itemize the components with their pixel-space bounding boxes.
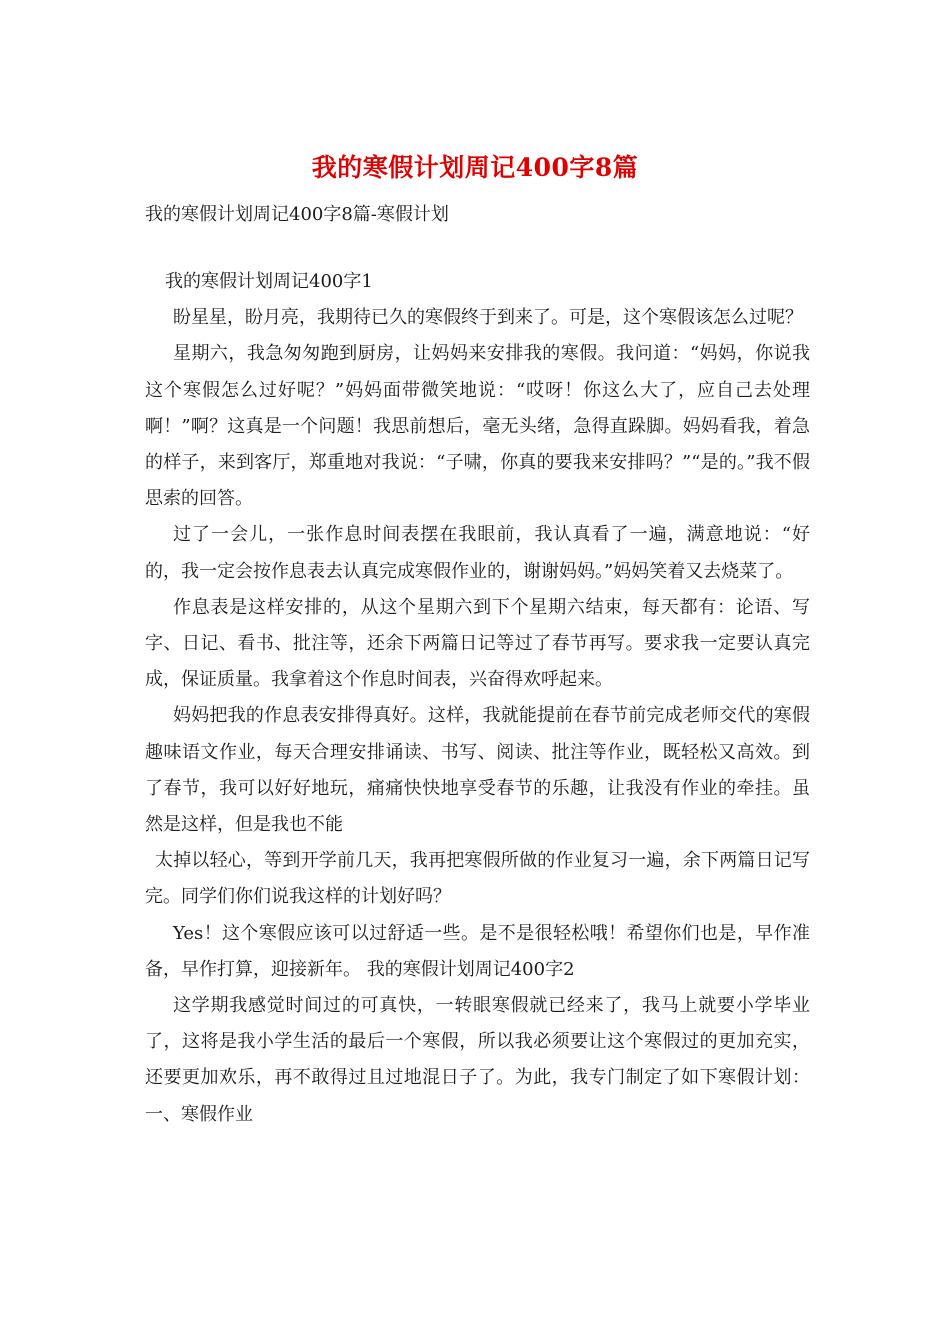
document-body — [145, 264, 810, 1133]
paragraph: 这学期我感觉时间过的可真快，一转眼寒假就已经来了，我马上就要小学毕业了，这将是我小学生活的最后一个寒假，所以我必须要让这个寒假过的更加充实，还要更加欢乐，再不敢得过且过地混日子了。为此，我专门制定了如下寒假计划： 一、寒假作业 — [145, 995, 810, 1125]
paragraph: 星期六，我急匆匆跑到厨房，让妈妈来安排我的寒假。我问道：“妈妈，你说我这个寒假怎么过好呢？”妈妈面带微笑地说：“哎呀！你这么大了，应自己去处理啊！”啊？这真是一个问题！我思前想后，毫无头绪，急得直跺脚。妈妈看我，着急的样子，来到客厅，郑重地对我说：“子啸，你真的要我来安排吗？”“是的。”我不假思索的回答。 — [145, 343, 810, 510]
paragraph: Yes！这个寒假应该可以过舒适一些。是不是很轻松哦！希望你们也是，早作准备，早作打算，迎接新年。 我的寒假计划周记400字2 — [145, 922, 810, 980]
paragraph: 过了一会儿，一张作息时间表摆在我眼前，我认真看了一遍，满意地说：“好的，我一定会按作息表去认真完成寒假作业的，谢谢妈妈。”妈妈笑着又去烧菜了。 — [145, 524, 810, 582]
document-title: 我的寒假计划周记400字8篇 — [311, 153, 639, 182]
paragraph: 作息表是这样安排的，从这个星期六到下个星期六结束，每天都有：论语、写字、日记、看书、批注等，还余下两篇日记等过了春节再写。要求我一定要认真完成，保证质量。我拿着这个作息时间表，兴奋得欢呼起来。 — [145, 596, 810, 691]
paragraph: 太掉以轻心，等到开学前几天，我再把寒假所做的作业复习一遍，余下两篇日记写完。同学们你们说我这样的计划好吗？ — [145, 850, 810, 908]
section-heading-1: 我的寒假计划周记400字1 — [165, 271, 373, 292]
document-subtitle: 我的寒假计划周记400字8篇-寒假计划 — [145, 204, 449, 225]
paragraph: 盼星星，盼月亮，我期待已久的寒假终于到来了。可是，这个寒假该怎么过呢？ — [173, 307, 803, 329]
paragraph: 妈妈把我的作息表安排得真好。这样，我就能提前在春节前完成老师交代的寒假趣味语文作业，每天合理安排诵读、书写、阅读、批注等作业，既轻松又高效。到了春节，我可以好好地玩，痛痛快快地享受春节的乐趣，让我没有作业的牵挂。虽然是这样，但是我也不能 — [145, 705, 810, 836]
